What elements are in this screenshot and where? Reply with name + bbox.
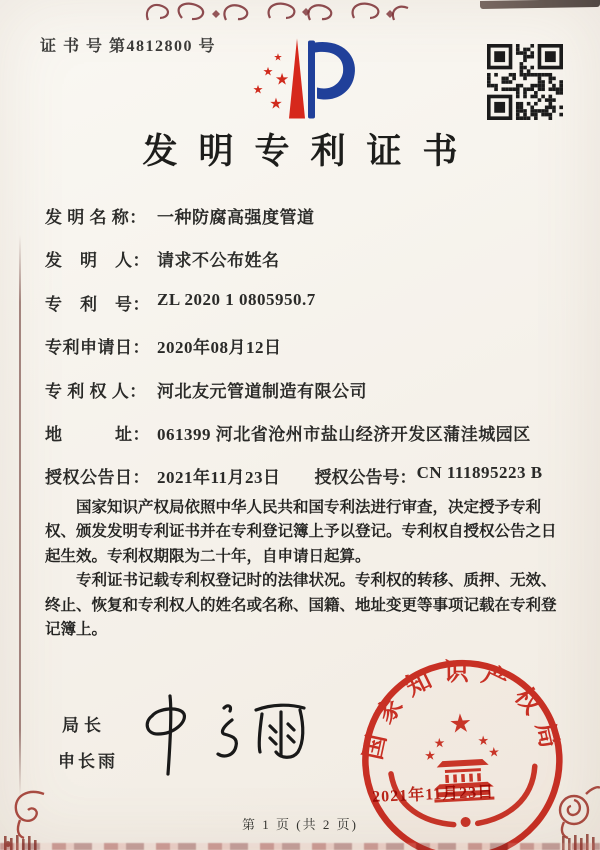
field-list: [45, 203, 570, 507]
seal-date: 2021年11月23日: [371, 783, 495, 806]
field-row-address: [45, 420, 570, 463]
svg-text:★: ★: [423, 748, 437, 765]
legal-paragraph-1: 国家知识产权局依照中华人民共和国专利法进行审查，决定授予专利权、颁发发明专利证书并在专利登记簿上予以登记。专利权自授权公告之日起生效。专利权期限为二十年，自申请日起算。: [45, 499, 557, 565]
field-label: 发 明 名 称：: [45, 208, 147, 227]
field-value: ZL 2020 1 0805950.7: [157, 289, 316, 309]
field-value: CN 111895223 B: [416, 463, 543, 483]
legal-paragraph-2: 专利证书记载专利权登记时的法律状况。专利权的转移、质押、无效、终止、恢复和专利权人的姓名或名称、国籍、地址变更等事项记载在专利登记簿上。: [45, 572, 557, 639]
field-label: 发 明 人：: [45, 251, 150, 271]
seal-ring-text: 国家知识产权局: [359, 659, 565, 763]
field-value: 一种防腐高强度管道: [157, 208, 315, 227]
certificate-number: 证 书 号 第4812800 号: [40, 38, 217, 55]
field-value: 河北友元管道制造有限公司: [157, 381, 367, 401]
qr-code-icon: [487, 44, 563, 120]
field-value: 请求不公布姓名: [157, 251, 280, 271]
officer-title: 局长: [62, 716, 106, 735]
field-row-patentee: [45, 377, 570, 420]
field-label: 授权公告日：: [45, 468, 150, 488]
svg-text:★: ★: [262, 64, 274, 79]
svg-text:★: ★: [273, 52, 283, 64]
cnipa-logo-icon: [235, 30, 405, 126]
field-label: 专 利 权 人：: [45, 381, 147, 401]
top-border-ornament-icon: [142, 0, 410, 22]
page-number: 第 1 页 (共 2 页): [242, 817, 358, 832]
svg-text:★: ★: [448, 708, 473, 740]
bottom-left-corner-ornament-icon: [0, 786, 64, 850]
field-row-inventor: [45, 246, 570, 289]
field-label: 专利申请日：: [45, 338, 150, 358]
svg-text:★: ★: [274, 69, 290, 89]
svg-text:★: ★: [433, 735, 446, 752]
svg-text:★: ★: [252, 82, 264, 97]
svg-text:★: ★: [269, 94, 283, 113]
field-value: 2020年08月12日: [157, 338, 282, 358]
bottom-border-strip: [0, 843, 600, 850]
field-row-patent-number: [45, 290, 570, 333]
svg-text:★: ★: [477, 733, 490, 750]
top-right-border-strip: [480, 0, 600, 9]
document-title: 发明专利证书: [142, 132, 479, 171]
field-value: 061399 河北省沧州市盐山经济开发区蒲洼城园区: [157, 424, 531, 444]
officer-name: 申长雨: [58, 752, 118, 771]
field-value: 2021年11月23日: [157, 468, 281, 488]
legal-text: [45, 496, 562, 643]
field-row-application-date: [45, 333, 570, 376]
svg-text:★: ★: [487, 745, 501, 761]
field-label: 专 利 号：: [45, 294, 150, 314]
bottom-right-corner-ornament-icon: [540, 782, 600, 850]
handwritten-signature-icon: [128, 686, 328, 786]
left-edge-line: [19, 235, 21, 797]
field-label: 地 址：: [45, 424, 150, 444]
field-row-invention-name: [45, 203, 570, 246]
field-label: 授权公告号：: [314, 468, 417, 488]
